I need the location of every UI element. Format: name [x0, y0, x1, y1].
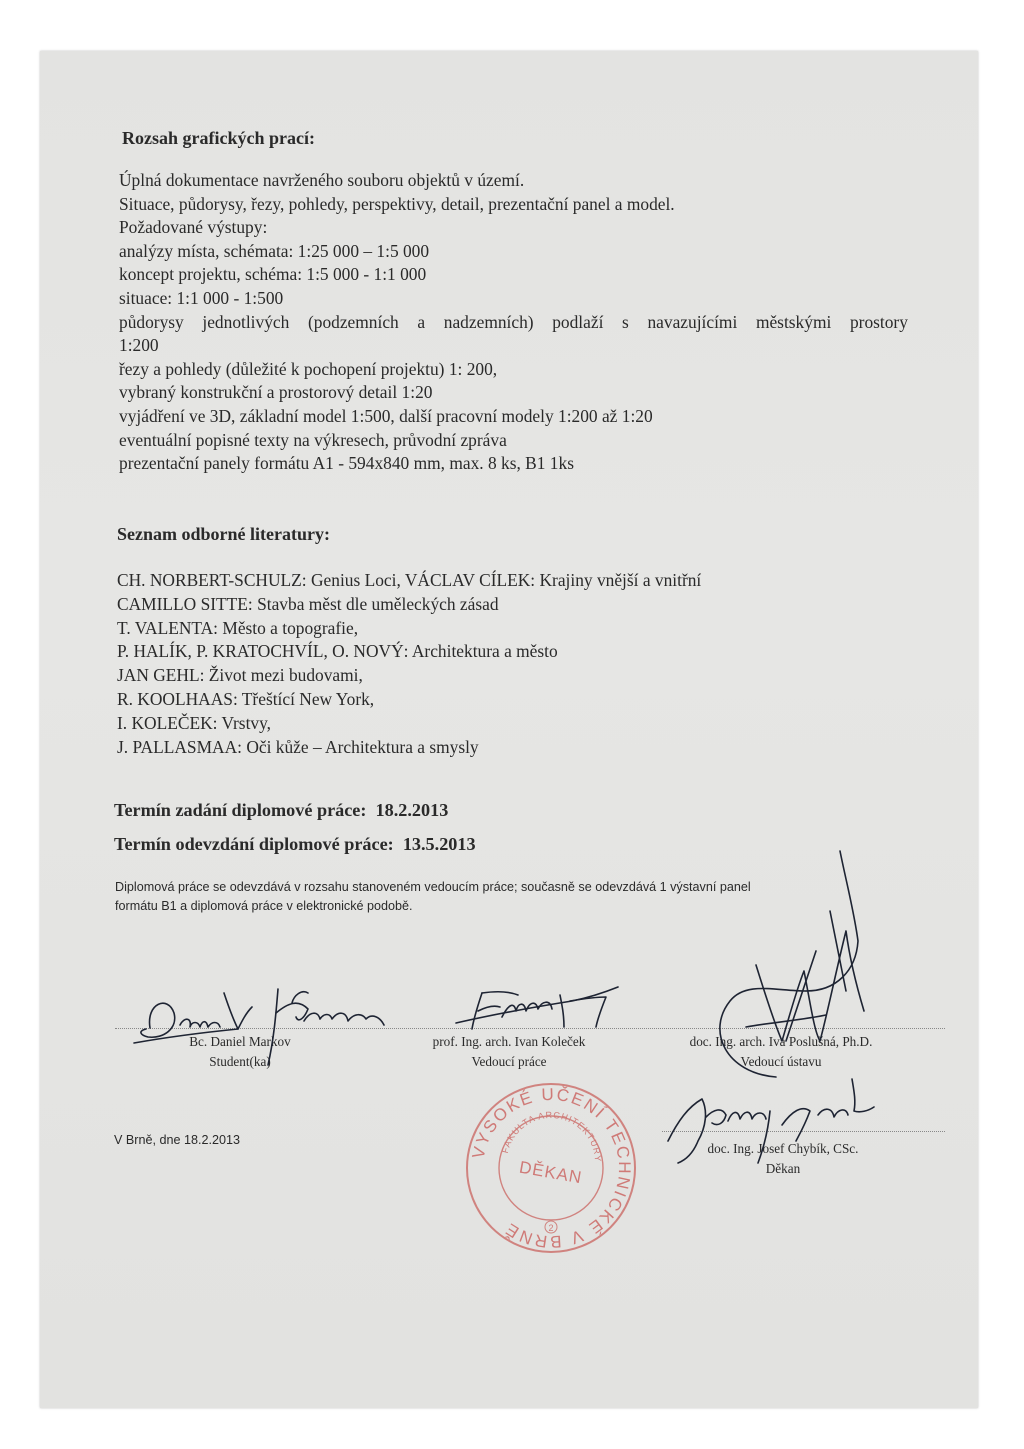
- graphics-line: vybraný konstrukční a prostorový detail 1:20: [119, 382, 433, 403]
- literature-item: CH. NORBERT-SCHULZ: Genius Loci, VÁCLAV CÍLEK: Krajiny vnější a vnitřní: [117, 570, 702, 590]
- student-role: Student(ka): [209, 1054, 271, 1069]
- document-page: [40, 51, 978, 1408]
- graphics-list: [119, 169, 908, 476]
- graphics-line: situace: 1:1 000 - 1:500: [119, 287, 284, 308]
- graphics-line: Požadované výstupy:: [119, 217, 268, 238]
- graphics-line: Situace, půdorysy, řezy, pohledy, perspektivy, detail, prezentační panel a model.: [119, 193, 675, 214]
- word: a: [417, 311, 426, 332]
- word: městskými: [755, 311, 832, 332]
- student-signature: [128, 973, 408, 1063]
- submission-term: [114, 834, 476, 855]
- submission-label: Termín odevzdání diplomové práce:: [114, 834, 394, 854]
- literature-heading: Seznam odborné literatury:: [117, 524, 330, 544]
- assignment-label: Termín zadání diplomové práce:: [114, 800, 367, 820]
- word: půdorysy: [119, 311, 184, 332]
- literature-list: [117, 569, 701, 759]
- graphics-line-justified: [119, 311, 908, 335]
- graphics-line: analýzy místa, schémata: 1:25 000 – 1:5 000: [119, 240, 430, 261]
- student-name: Bc. Daniel Markov: [189, 1034, 291, 1049]
- literature-item: P. HALÍK, P. KRATOCHVÍL, O. NOVÝ: Architektura a město: [117, 641, 558, 662]
- literature-item: R. KOOLHAAS: Třeštící New York,: [117, 688, 375, 709]
- submission-date: 13.5.2013: [402, 834, 476, 854]
- literature-item: JAN GEHL: Život mezi budovami,: [117, 665, 363, 686]
- literature-item: CAMILLO SITTE: Stavba měst dle uměleckých zásad: [117, 593, 499, 614]
- dean-role: Děkan: [765, 1161, 801, 1176]
- note-line: Diplomová práce se odevzdává v rozsahu stanoveném vedoucím práce; současně se odevzdává 1 výstavní panel: [115, 880, 751, 894]
- note-line: formátu B1 a diplomová práce v elektronické podobě.: [115, 899, 413, 913]
- supervisor-signature: [452, 971, 622, 1041]
- word: podlaží: [552, 311, 604, 332]
- institute-head-signature: [686, 841, 886, 1081]
- literature-item: J. PALLASMAA: Oči kůže – Architektura a smysly: [117, 736, 479, 757]
- place-date: V Brně, dne 18.2.2013: [114, 1133, 241, 1147]
- graphics-line: koncept projektu, schéma: 1:5 000 - 1:1 000: [119, 264, 427, 285]
- graphics-line: Úplná dokumentace navrženého souboru objektů v území.: [119, 170, 525, 190]
- word: nadzemních): [443, 311, 534, 332]
- graphics-line: eventuální popisné texty na výkresech, průvodní zpráva: [119, 429, 507, 450]
- stamp-inner-text: FAKULTA ARCHITEKTURY: [499, 1109, 604, 1163]
- word: (podzemních: [307, 311, 399, 332]
- supervisor-role: Vedoucí práce: [471, 1054, 547, 1069]
- stamp-outer-text: VYSOKÉ UČENÍ TECHNICKÉ V BRNĚ: [468, 1084, 635, 1252]
- dean-name: doc. Ing. Josef Chybík, CSc.: [707, 1141, 859, 1156]
- stamp-center-text: DĚKAN: [517, 1157, 584, 1188]
- word: s: [622, 311, 629, 332]
- word: prostory: [849, 311, 908, 332]
- dean-signature: [648, 1071, 878, 1167]
- institute-head-name: doc. Ing. arch. Iva Poslušná, Ph.D.: [689, 1034, 873, 1049]
- submission-note: [115, 878, 751, 916]
- graphics-line: vyjádření ve 3D, základní model 1:500, další pracovní modely 1:200 až 1:20: [119, 405, 653, 426]
- assignment-term: [114, 800, 448, 821]
- stamp-number: 2: [548, 1223, 554, 1233]
- supervisor-name: prof. Ing. arch. Ivan Koleček: [432, 1034, 586, 1049]
- graphics-heading: Rozsah grafických prací:: [122, 128, 315, 148]
- faculty-stamp: [464, 1081, 638, 1255]
- graphics-line: prezentační panely formátu A1 - 594x840 mm, max. 8 ks, B1 1ks: [119, 453, 574, 474]
- word: jednotlivých: [202, 311, 290, 332]
- graphics-line: řezy a pohledy (důležité k pochopení projektu) 1: 200,: [119, 358, 498, 379]
- literature-item: I. KOLEČEK: Vrstvy,: [117, 712, 272, 733]
- literature-item: T. VALENTA: Město a topografie,: [117, 617, 359, 638]
- graphics-line: 1:200: [119, 335, 159, 356]
- institute-head-role: Vedoucí ústavu: [740, 1054, 822, 1069]
- word: navazujícími: [647, 311, 738, 332]
- assignment-date: 18.2.2013: [375, 800, 449, 820]
